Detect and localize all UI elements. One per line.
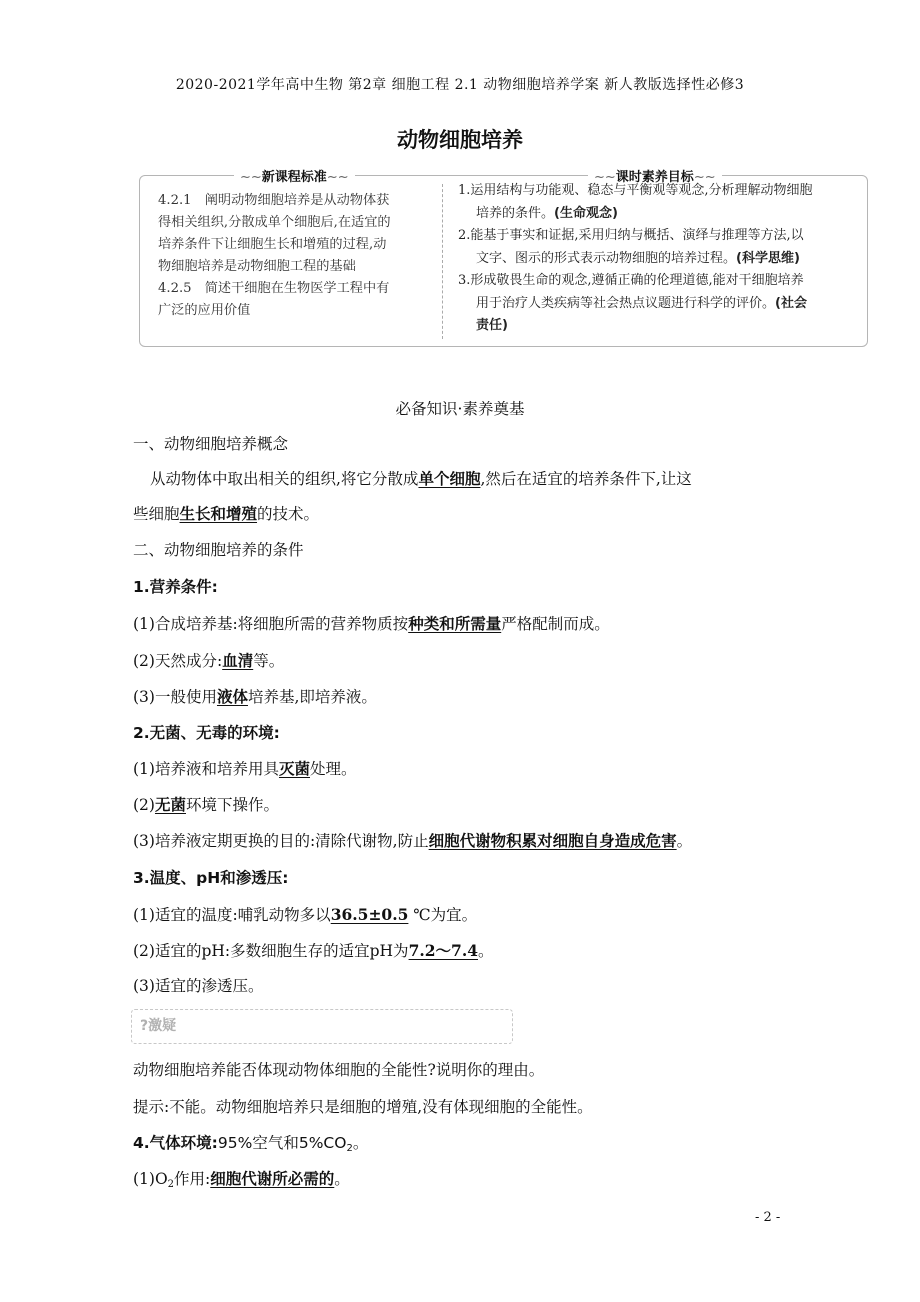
gas-line1: $(1)O_2$作用:细胞代谢所必需的。 xyxy=(133,1169,350,1190)
temp-line1: (1)适宜的温度:哺乳动物多以36.5±0.5 ℃为宜。 xyxy=(133,905,478,924)
key-term: 种类和所需量 xyxy=(408,614,502,633)
goal-tag: (科学思维) xyxy=(736,250,800,266)
key-term: 血清 xyxy=(222,651,254,670)
temp-heading: 3.温度、pH和渗透压: xyxy=(133,869,289,887)
part1-paragraph-line2: 些细胞生长和增殖的技术。 xyxy=(133,504,320,523)
sterile-line1: (1)培养液和培养用具灭菌处理。 xyxy=(133,759,357,778)
standard-line: 物细胞培养是动物细胞工程的基础 xyxy=(158,259,356,274)
part2-heading: 二、动物细胞培养的条件 xyxy=(133,541,304,559)
standards-heading: ~~新课程标准~~ xyxy=(234,166,355,185)
query-label: ?激疑 xyxy=(140,1018,177,1034)
key-term: 无菌 xyxy=(154,795,186,814)
goal-tag: (生命观念) xyxy=(554,205,618,221)
sterile-line2: (2)无菌环境下操作。 xyxy=(133,795,279,814)
goal-tag: (社会 xyxy=(775,295,807,311)
section-heading: 必备知识·素养奠基 xyxy=(395,400,525,418)
goal-tag: 责任) xyxy=(476,318,508,333)
goals-heading: ~~课时素养目标~~ xyxy=(588,166,722,185)
query-box xyxy=(131,1009,513,1044)
standard-line: 广泛的应用价值 xyxy=(158,303,251,318)
standard-line: 4.2.1 阐明动物细胞培养是从动物体获 xyxy=(158,193,390,208)
gas-heading: 4.气体环境:95%空气和$5\%CO_2$。 xyxy=(133,1134,369,1154)
key-term: 液体 xyxy=(216,687,248,706)
key-term: 36.5±0.5 xyxy=(330,905,409,924)
temp-line3: (3)适宜的渗透压。 xyxy=(133,977,264,995)
goal-item-3: 3.形成敬畏生命的观念,遵循正确的伦理道德,能对干细胞培养 用于治疗人类疾病等社会热点议题进行科学的评价。(社会 责任) xyxy=(458,273,807,333)
document-header: 2020-2021学年高中生物 第2章 细胞工程 2.1 动物细胞培养学案 新人教版选择性必修3 xyxy=(175,77,745,93)
standards-text xyxy=(158,190,391,322)
sterile-heading: 2.无菌、无毒的环境: xyxy=(133,724,280,742)
part1-paragraph-line1: 从动物体中取出相关的组织,将它分散成单个细胞,然后在适宜的培养条件下,让这 xyxy=(150,469,692,488)
key-term: 细胞代谢物积累对细胞自身造成危害 xyxy=(428,831,677,850)
nutrition-heading: 1.营养条件: xyxy=(133,578,218,596)
temp-line2: (2)适宜的pH:多数细胞生存的适宜pH为7.2～7.4。 xyxy=(133,941,494,960)
standard-line: 得相关组织,分散成单个细胞后,在适宜的 xyxy=(158,215,391,230)
nutrition-line2: (2)天然成分:血清等。 xyxy=(133,651,285,670)
nutrition-line1: (1)合成培养基:将细胞所需的营养物质按种类和所需量严格配制而成。 xyxy=(133,614,610,633)
key-term: 7.2～7.4 xyxy=(408,941,478,960)
standard-line: 4.2.5 简述干细胞在生物医学工程中有 xyxy=(158,281,390,296)
key-term: 灭菌 xyxy=(278,759,310,778)
page-title: 动物细胞培养 xyxy=(397,127,523,152)
box-divider xyxy=(442,184,443,339)
key-term: 单个细胞 xyxy=(418,469,481,488)
query-question: 动物细胞培养能否体现动物体细胞的全能性?说明你的理由。 xyxy=(133,1061,545,1079)
page-number: - 2 - xyxy=(755,1210,781,1225)
key-term: 生长和增殖 xyxy=(179,504,258,523)
key-term: 细胞代谢所必需的 xyxy=(210,1169,335,1188)
goal-item-2: 2.能基于事实和证据,采用归纳与概括、演绎与推理等方法,以 文字、图示的形式表示动物细胞的培养过程。(科学思维) xyxy=(458,228,804,266)
nutrition-line3: (3)一般使用液体培养基,即培养液。 xyxy=(133,687,377,706)
standard-line: 培养条件下让细胞生长和增殖的过程,动 xyxy=(158,237,387,252)
query-answer: 提示:不能。动物细胞培养只是细胞的增殖,没有体现细胞的全能性。 xyxy=(133,1098,593,1116)
sterile-line3: (3)培养液定期更换的目的:清除代谢物,防止细胞代谢物积累对细胞自身造成危害。 xyxy=(133,831,693,850)
part1-heading: 一、动物细胞培养概念 xyxy=(133,435,289,453)
objectives-box xyxy=(139,170,868,347)
goals-text xyxy=(458,180,858,338)
goal-item-1: 1.运用结构与功能观、稳态与平衡观等观念,分析理解动物细胞 培养的条件。(生命观念) xyxy=(458,183,813,221)
